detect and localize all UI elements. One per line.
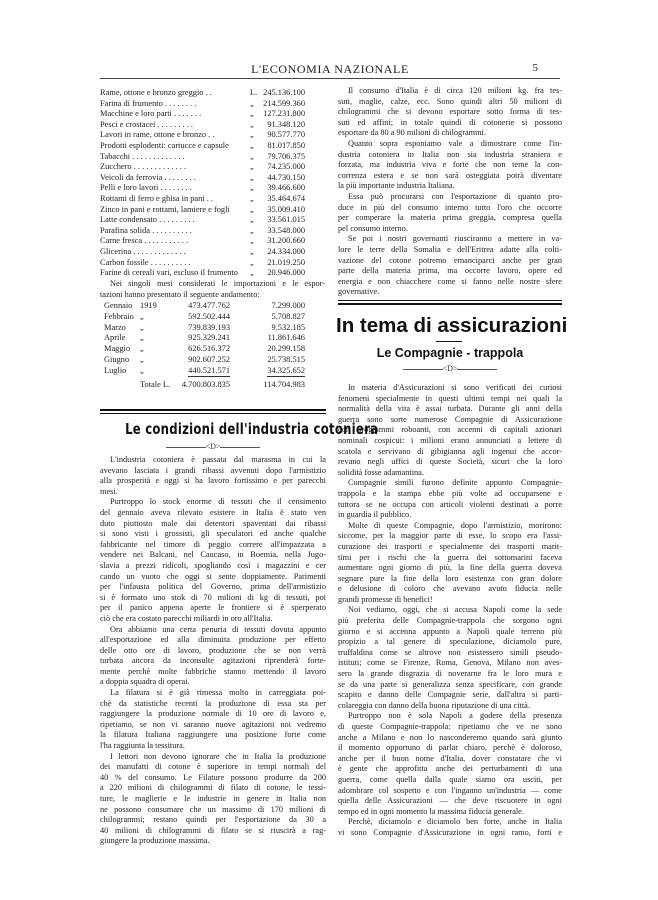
- table-row: [100, 183, 305, 193]
- text-line: energia e non chiacchere come si fanno nelle nostre sfere: [338, 276, 562, 286]
- text-line: Perchè, diciamolo e diciamolo ben forte, anche in Italia: [348, 817, 562, 827]
- text-line: scatola e servivano di gibigianna agli ingenui che accor-: [338, 446, 562, 456]
- table-row: [100, 141, 305, 151]
- text-line: tempo ed in ogni momento la massima fiducia generale.: [338, 806, 524, 816]
- text-line: cando un vuoto che oggi si sente doppiamente. Parimenti: [100, 571, 326, 581]
- text-line: anche a Milano e non lo nasconderemo quando sarà giunto: [338, 732, 562, 742]
- imports-value: 440.521.571: [188, 365, 230, 375]
- currency-mark: „: [250, 141, 254, 150]
- text-line: Molte di queste Compagnie, dopo l'armistizio, morirono:: [348, 520, 562, 530]
- currency-mark: „: [250, 204, 254, 214]
- total-exports: 114.704.983: [263, 379, 305, 389]
- text-line: raggiungere la produzione normale di 10 ore di lavoro e,: [100, 709, 326, 719]
- currency-mark: L.: [250, 88, 258, 97]
- exports-value: 25.738.515: [267, 355, 305, 364]
- paragraph: [338, 383, 562, 478]
- currency-mark: „: [250, 215, 254, 225]
- text-line: Essa può procurarsi con l'esportazione di quanto pro-: [348, 191, 562, 201]
- paragraph: [100, 625, 326, 689]
- text-line: istituti; come se Firenze, Roma, Genova, Milano non aves-: [338, 658, 562, 668]
- year: „: [140, 311, 144, 321]
- article-body-cotoniera-continued: [338, 86, 562, 298]
- currency-mark: „: [250, 151, 254, 161]
- table-row: [100, 323, 305, 333]
- text-line: l'ha raggiunta la tessitura.: [100, 741, 185, 751]
- text-line: solidità fosse adamantina.: [338, 467, 424, 477]
- text-line: siccome, per la maggior parte di esse, lo scopo era l'assi-: [338, 531, 562, 541]
- text-line: Quanto sopra esponiamo vale a dimostrare come l'in-: [348, 138, 562, 148]
- paragraph: [338, 192, 562, 234]
- paragraph: [338, 711, 562, 817]
- item-value: 81.017.850: [267, 141, 305, 150]
- text-line: per comperare la materia prima greggia, compresa quella: [338, 213, 562, 223]
- text-line: 40 % del consumo. Le Filature possono produrre da 200: [100, 772, 326, 782]
- table-row: [100, 99, 305, 109]
- text-line: esportare da 80 a 90 milioni di chilogrammi.: [338, 128, 486, 138]
- ornament-icon: <D>: [442, 364, 458, 373]
- item-label: Tabacchi . . . . . . . . . . . . .: [100, 151, 185, 161]
- text-line: grandi promesse di benefici!: [338, 594, 433, 604]
- text-line: anche per il buon nome d'Italia, dover constatare che vi: [338, 753, 562, 763]
- item-value: 44.730.150: [267, 172, 305, 182]
- text-line: timi per i rischi che la guerra dei sottomarini faceva: [338, 552, 562, 562]
- text-line: L'industria cotoniera è passata dal marasma in cui la: [110, 455, 326, 464]
- text-line: ture, le maglierie e le industrie in genere in Italia non: [100, 794, 326, 803]
- imports-value: 473.477.762: [188, 301, 230, 310]
- month: Marzo: [104, 322, 126, 332]
- table-row: [100, 162, 305, 172]
- text-line: alla prosperità e oggi si ha lavoro fortissimo e per parecchi: [100, 476, 326, 486]
- exports-value: 5.708.827: [271, 311, 305, 321]
- text-line: il momento opportuno di parlar chiaro, perchè è doloroso,: [338, 743, 562, 753]
- text-line: suti, maglie, calze, ecc. Sono quindi altri 50 milioni di: [338, 96, 562, 106]
- item-value: 91.348.120: [267, 119, 305, 129]
- table-row: [100, 236, 305, 246]
- item-label: Farine di cereali vari, escluso il frumento: [100, 268, 238, 278]
- text-line: revano negli uffici di queste Società, sicuri che la loro: [338, 457, 562, 467]
- table-row: [100, 268, 305, 278]
- exports-value: 34.325.652: [267, 365, 305, 375]
- item-label: Prodotti esplodenti: cartucce e capsule: [100, 141, 229, 150]
- currency-mark: „: [250, 119, 254, 129]
- item-label: Carne fresca . . . . . . . . . . .: [100, 236, 189, 246]
- item-label: Zucchero . . . . . . . . . . . . .: [100, 162, 187, 172]
- paragraph: [338, 605, 562, 711]
- year: 1919: [140, 301, 157, 310]
- text-line: forzata, ma industria viva e forte che non teme la con-: [338, 160, 562, 170]
- text-line: si è formato uno stok di 70 milioni di kg di tessuti, poi: [100, 592, 326, 602]
- table-row: [100, 301, 305, 311]
- text-line: a 220 milioni di chilogrammi di filato di cotone, le tessi-: [100, 783, 326, 793]
- text-line: se da una parte si generalizza senza specificare, con grande: [338, 679, 562, 689]
- text-line: ripetiamo, se non vi saranno nuove agitazioni noi vedremo: [100, 719, 326, 729]
- text-line: aumentare ogni giorno di più, la fine della guerra doveva: [338, 563, 562, 573]
- currency-mark: „: [250, 225, 254, 235]
- table-row: [100, 130, 305, 140]
- item-label: Glicerina . . . . . . . . . . . . .: [100, 247, 186, 256]
- text-line: ciò che era costato parecchi miliardi in oro all'Italia.: [100, 613, 273, 623]
- text-line: del gennaio aveva rilevato esistere in Italia è stato ven: [100, 507, 326, 517]
- currency-mark: „: [250, 98, 254, 108]
- item-value: 33.561.015: [267, 215, 305, 225]
- text-line: fabbricante nel timore di peggio correre all'impazzata a: [100, 539, 326, 549]
- table-row: [100, 173, 305, 183]
- text-line: scapito e danno delle Compagnie serie, dall'altra si parti-: [338, 690, 562, 700]
- article-title-cotoniera: Le condizioni dell'industria cotoniera: [125, 420, 379, 438]
- item-label: Parafina solida . . . . . . . . . .: [100, 225, 192, 235]
- month: Luglio: [104, 365, 127, 375]
- text-line: guerra sono sorte numerose Compagnie di Assicurazione: [338, 414, 562, 424]
- text-line: a doppia squadra di operai.: [100, 677, 190, 687]
- text-line: nominali cospicui: i milioni erano annunciati a lettere di: [338, 435, 562, 445]
- text-line: avevano lasciata i grandi ribassi avvenuti dopo l'armistizio: [100, 465, 326, 475]
- text-line: delle otto ore di lavoro, produzione che se non verrà: [100, 645, 326, 655]
- table-row: [100, 215, 305, 225]
- paragraph: [100, 752, 326, 847]
- text-line: chilogrammi che si devono esportare sotto forma di tes-: [338, 107, 562, 117]
- exports-value: 11.861.646: [267, 333, 305, 343]
- currency-mark: „: [250, 194, 254, 203]
- item-value: 214.599.360: [263, 98, 305, 108]
- text-line: I lettori non devono ignorare che in Italia la produzione: [110, 751, 326, 761]
- item-value: 24.334.000: [267, 247, 305, 256]
- currency-mark: „: [250, 162, 254, 172]
- text-line: mente perchè molte fabbriche stanno mettendo il lavoro: [100, 666, 326, 676]
- paragraph: [338, 817, 562, 838]
- currency-mark: „: [250, 257, 254, 267]
- text-line: vazione del cotone potremo emanciparci anche per gran: [338, 255, 562, 265]
- text-line: si sono visti i grossisti, gli speculatori ed anche qualche: [100, 529, 326, 539]
- month: Aprile: [104, 333, 126, 343]
- year: „: [140, 322, 144, 332]
- month: Giugno: [104, 355, 130, 364]
- item-value: 35.009.410: [267, 204, 305, 214]
- year: „: [140, 365, 144, 375]
- text-line: tuttora se ne occupa con articoli violenti destinati a porre: [338, 499, 562, 509]
- text-line: vi sono Compagnie d'Assicurazione in ogni ramo, forti e: [338, 827, 562, 837]
- table-row: [100, 333, 305, 343]
- item-value: 39.466.600: [267, 183, 305, 193]
- text-line: dustria cotoniera in Italia non sia industria straniera e: [338, 149, 562, 159]
- paragraph: [100, 455, 326, 497]
- text-line: correnza estera e se non sarà osteggiata potrà diventare: [338, 170, 562, 180]
- divider: [338, 303, 562, 305]
- text-line: la più importante industria Italiana.: [338, 181, 455, 191]
- text-line: all'esportazione ed alla diminuita produzione per effetto: [100, 635, 326, 645]
- text-line: tazioni hanno presentato il seguente andamento:: [100, 289, 260, 299]
- item-value: 20.946.000: [267, 268, 305, 278]
- divider: [338, 300, 562, 301]
- currency-mark: „: [250, 172, 254, 182]
- text-line: giungere la produzione massima.: [100, 836, 210, 846]
- text-line: truffaldina come se altrove non esistessero simili pseudo-: [338, 647, 562, 657]
- text-line: quella delle Assicurazioni — che deve riscuotere in ogni: [338, 796, 562, 806]
- imports-value: 925.329.241: [188, 333, 230, 343]
- table-row: [100, 226, 305, 236]
- imports-value: 902.607.252: [188, 355, 230, 364]
- imports-value: 592.502.444: [188, 311, 230, 321]
- text-line: chilogrammi; restano quindi per l'esportazione da 30 a: [100, 815, 326, 825]
- imports-value: 626.516.372: [188, 344, 230, 354]
- running-header: [100, 60, 560, 79]
- item-value: 21.019.250: [267, 257, 305, 267]
- total-row: [100, 380, 305, 390]
- exports-value: 7.299.000: [271, 301, 305, 310]
- currency-mark: „: [250, 247, 254, 256]
- item-label: Lavori in rame, ottone e bronzo . .: [100, 130, 215, 140]
- table-row: [100, 312, 305, 322]
- imports-table: [100, 88, 305, 278]
- text-line: fenomeni specialmente in questi ultimi tempi nei quali la: [338, 393, 562, 403]
- text-line: è gente che approfitta anche dei perturbamenti di una: [338, 764, 562, 774]
- text-line: sero la grande disgrazia di noverarne fra le loro mura e: [338, 669, 562, 679]
- table-row: [100, 205, 305, 215]
- text-line: mesi.: [100, 486, 118, 496]
- text-line: Nei singoli mesi considerati le importazioni e le espor-: [110, 279, 325, 288]
- table-row: [100, 194, 305, 204]
- item-label: Rottami di ferro e ghisa in pani . .: [100, 194, 214, 203]
- paragraph: [338, 234, 562, 298]
- divider: [100, 409, 326, 411]
- table-row: [100, 366, 305, 376]
- text-line: in guardia il pubblico.: [338, 510, 412, 520]
- currency-mark: „: [250, 183, 254, 193]
- paragraph: [338, 86, 562, 139]
- text-line: Purtroppo non è sola Napoli a godere della presenza: [348, 711, 562, 721]
- item-label: Farina di frumento . . . . . . . .: [100, 98, 197, 108]
- item-label: Pesci e crostacei . . . . . . . . .: [100, 119, 194, 129]
- text-line: chè da statistiche recenti la produzione di essa sta per: [100, 698, 326, 708]
- divider: [100, 413, 326, 414]
- text-line: trappola e la stampa ebbe più volte ad occuparsene e: [338, 488, 562, 498]
- table-row: [100, 258, 305, 268]
- text-line: parte della materia prima, ma occorre lavoro, opere ed: [338, 266, 562, 276]
- page-number: 5: [532, 62, 538, 74]
- currency-mark: „: [250, 236, 254, 246]
- text-line: colareggia con danno della buona riputazione di una città.: [338, 700, 530, 710]
- currency-mark: „: [250, 109, 254, 119]
- table-row: [100, 152, 305, 162]
- paragraph: [338, 139, 562, 192]
- item-value: 90.577.770: [267, 130, 305, 140]
- item-label: Zinco in pani e rottami, lamiere e fogli: [100, 204, 230, 214]
- exports-value: 20.299.158: [267, 344, 305, 354]
- text-line: In materia d'Assicurazioni si sono verificati dei curiosi: [348, 383, 562, 392]
- item-label: Pelli e loro lavori . . . . . . . .: [100, 183, 192, 193]
- text-line: 40 milioni di chilogrammi di filato se si riuscirà a rag-: [100, 825, 326, 835]
- text-line: di queste Compagnie-trappola: ripetiamo che ve ne sono: [338, 722, 562, 731]
- item-value: 33.548.000: [267, 225, 305, 235]
- text-line: duce in più del consumo interno tutto l'oro che occorre: [338, 202, 562, 212]
- item-label: Carbon fossile . . . . . . . . . .: [100, 257, 191, 267]
- imports-value: 739.839.193: [188, 322, 230, 332]
- month: Maggio: [104, 344, 131, 354]
- item-label: Latte condensato . . . . . . . . .: [100, 215, 195, 225]
- ornament-divider: [338, 364, 562, 373]
- text-line: Ora abbiamo una certa penuria di tessuti dovuta appunto: [110, 624, 326, 634]
- text-line: curazione dei trasporti e specialmente dei trasporti marit-: [338, 541, 562, 551]
- text-line: lore le terre della Somalia e dell'Eritrea adatte alla colti-: [338, 244, 562, 254]
- year: „: [140, 333, 144, 343]
- text-line: governative.: [338, 287, 380, 297]
- text-line: Noi vediamo, oggi, che si accusa Napoli come la sede: [348, 605, 562, 615]
- currency-mark: „: [250, 268, 254, 278]
- item-value: 74.235.000: [267, 162, 305, 172]
- article-title-assicurazioni: In tema di assicurazioni: [336, 314, 568, 337]
- text-line: dei manufatti di cotone è superiore in tempi normali del: [100, 762, 326, 772]
- text-line: per l'infausta politica del Governo, prima dell'armistizio: [100, 582, 326, 592]
- item-value: 79.706.375: [267, 151, 305, 161]
- article-body-assicurazioni: [338, 383, 562, 839]
- text-line: pel consumo interno.: [338, 223, 408, 233]
- text-line: propizio a tal genere di speculazione, diciamolo pure,: [338, 637, 562, 647]
- table-row: [100, 120, 305, 130]
- text-line: e delusione di coloro che avevano avuto fiducia nelle: [338, 584, 562, 594]
- text-line: la filatura Italiana raggiungere una posizione forte come: [100, 730, 326, 740]
- month: Gennaio: [104, 301, 133, 310]
- text-line: per il panico appena aperte le frontiere si è sperperato: [100, 603, 326, 613]
- paragraph: [100, 497, 326, 624]
- article-body-cotoniera: [100, 455, 326, 847]
- text-line: duto piuttosto male dai detentori spaventati dai ribassi: [100, 518, 326, 528]
- text-line: slavia a prezzi ridicoli, spogliando così i magazzini e cer: [100, 560, 326, 570]
- table-row: [100, 109, 305, 119]
- currency-mark: „: [250, 130, 254, 140]
- item-label: Macchine e loro parti . . . . . . .: [100, 109, 202, 119]
- ornament-divider: [100, 442, 326, 451]
- article-subtitle: Le Compagnie - trappola: [376, 346, 524, 360]
- text-line: Il consumo d'Italia è di circa 120 milioni kg. fra tes-: [348, 86, 562, 95]
- item-value: 31.200.660: [267, 236, 305, 246]
- table-row: [100, 344, 305, 354]
- text-line: vendere nei Balcani, nel Caucaso, in Boemia, nella Jugo-: [100, 550, 326, 560]
- text-line: guerra, come quella dalla quale siamo ora usciti, per: [338, 774, 562, 784]
- monthly-intro: [100, 279, 325, 300]
- text-line: giorno e si accenna appunto a Napoli quale terreno più: [338, 626, 562, 636]
- table-row: [100, 247, 305, 257]
- year: „: [140, 344, 144, 354]
- monthly-table: [100, 301, 305, 401]
- paragraph: [338, 478, 562, 520]
- item-label: Rame, ottone e bronzo greggio . .: [100, 88, 212, 97]
- month: Febbraio: [104, 311, 134, 321]
- ornament-icon: <D>: [205, 442, 221, 451]
- total-imports: 4.700.803.835: [181, 379, 230, 389]
- text-line: turbata ancora da inconsulte agitazioni riprenderà forte-: [100, 656, 326, 666]
- text-line: suti ed affini; in totale quindi di cotonerie si possono: [338, 117, 562, 127]
- year: „: [140, 355, 144, 364]
- text-line: Purtroppo lo stock enorme di tessuti che il censimento: [110, 497, 326, 507]
- text-line: Se poi i nostri governanti riusciranno a mettere in va-: [348, 234, 562, 244]
- divider: [436, 341, 462, 342]
- item-value: 35.464.674: [267, 194, 305, 203]
- text-line: con programmi roboanti, con accenni di capitali azionari: [338, 425, 562, 435]
- text-line: più preferita delle Compagnie-trappola che sorgono ogni: [338, 616, 562, 626]
- total-label: Totale L.: [140, 379, 171, 389]
- text-line: adombrare col sospetto e con l'inganno un'industria — come: [338, 785, 562, 795]
- text-line: Compagnie simili furono definite appunto Compagnie-: [348, 478, 562, 488]
- item-value: 245.136.100: [263, 88, 305, 97]
- item-label: Veicoli da ferrovia . . . . . . . .: [100, 172, 196, 182]
- item-value: 127.231.800: [263, 109, 305, 119]
- paragraph: [338, 521, 562, 606]
- paragraph: [100, 688, 326, 752]
- text-line: ne possono consumare che un massimo di 170 milioni di: [100, 804, 326, 814]
- table-row: [100, 355, 305, 365]
- journal-title: L'ECONOMIA NAZIONALE: [251, 62, 409, 76]
- exports-value: 9.532.185: [271, 322, 305, 332]
- text-line: normalità della vita è assai turbata. Durante gli anni della: [338, 404, 562, 414]
- text-line: La filatura si è già rimessa molto in carreggiata poi-: [110, 688, 326, 698]
- text-line: segnare pure la fine della loro esistenza con gran dolore: [338, 573, 562, 583]
- table-row: [100, 88, 305, 98]
